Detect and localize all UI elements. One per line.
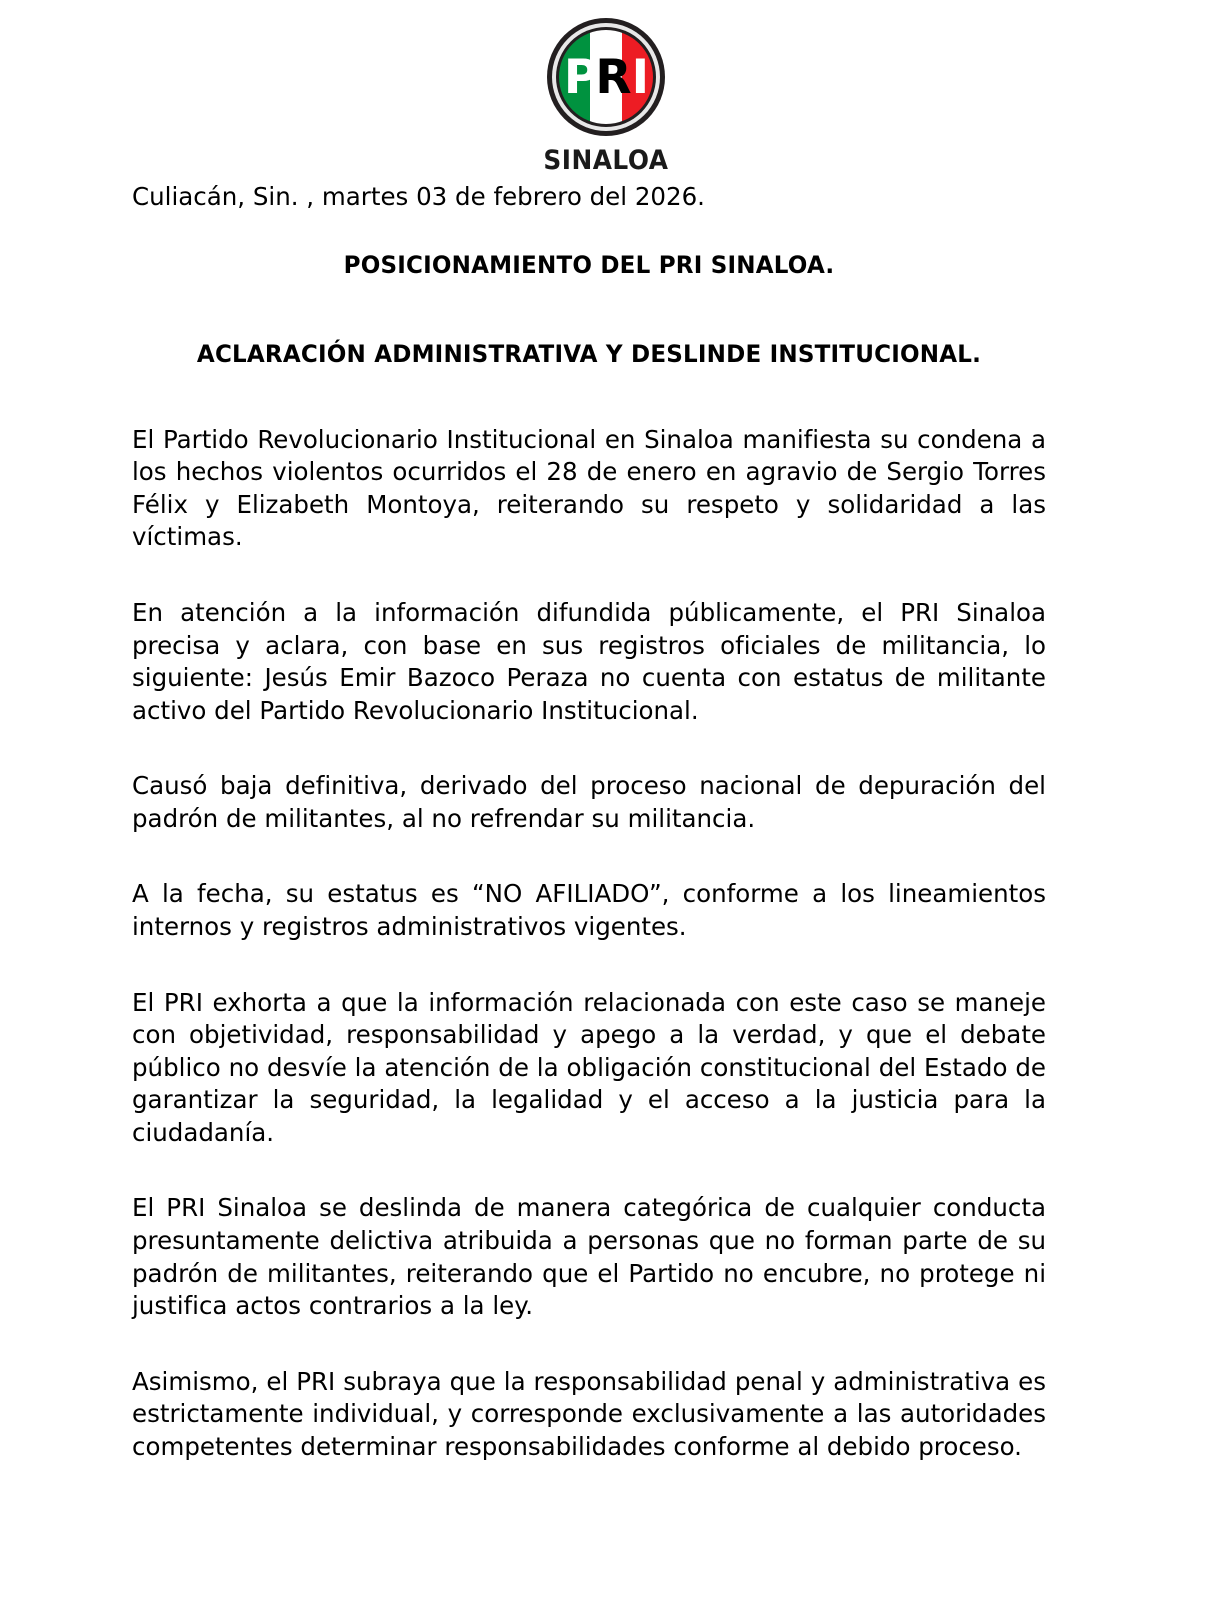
body-paragraph: Asimismo, el PRI subraya que la responsabilidad penal y administrativa es estrictamente individual, y corresponde exclusivamente a las autoridades competentes determinar responsabilidades conforme al debido proceso. (132, 1366, 1046, 1461)
body-paragraph: El PRI exhorta a que la información relacionada con este caso se maneje con objetividad, responsabilidad y apego a la verdad, y que el debate público no desvíe la atención de la obligación constitucional del Estado de garantizar la seguridad, la legalidad y el acceso a la justicia para la ciudadanía. (132, 987, 1046, 1147)
body-paragraph: Causó baja definitiva, derivado del proceso nacional de depuración del padrón de militantes, al no refrendar su militancia. (132, 771, 1046, 833)
dateline: Culiacán, Sin. , martes 03 de febrero del 2026. (132, 182, 705, 211)
document-masthead (0, 0, 1212, 176)
logo-letter-r: R (595, 49, 631, 105)
primary-heading: POSICIONAMIENTO DEL PRI SINALOA. (343, 250, 835, 279)
logo-letter-p: P (563, 49, 598, 105)
body-paragraph: A la fecha, su estatus es “NO AFILIADO”, conforme a los lineamientos internos y registros administrativos vigentes. (132, 879, 1046, 941)
document-body (132, 182, 1046, 1464)
logo-letters (559, 30, 653, 124)
logo-caption: SINALOA (543, 145, 669, 176)
secondary-heading: ACLARACIÓN ADMINISTRATIVA Y DESLINDE INSTITUCIONAL. (196, 339, 982, 368)
body-paragraph: El PRI Sinaloa se deslinda de manera categórica de cualquier conducta presuntamente delictiva atribuida a personas que no forman parte de su padrón de militantes, reiterando que el Partido no encubre, no protege ni justifica actos contrarios a la ley. (132, 1193, 1046, 1321)
body-paragraph: El Partido Revolucionario Institucional en Sinaloa manifiesta su condena a los hechos violentos ocurridos el 28 de enero en agravio de Sergio Torres Félix y Elizabeth Montoya, reiterando su respeto y solidaridad a las víctimas. (132, 424, 1046, 552)
logo-letter-i: I (631, 49, 649, 105)
body-paragraph: En atención a la información difundida públicamente, el PRI Sinaloa precisa y aclara, con base en sus registros oficiales de militancia, lo siguiente: Jesús Emir Bazoco Peraza no cuenta con estatus de militante activo del Partido Revolucionario Institucional. (132, 597, 1046, 725)
pri-logo (547, 18, 665, 136)
